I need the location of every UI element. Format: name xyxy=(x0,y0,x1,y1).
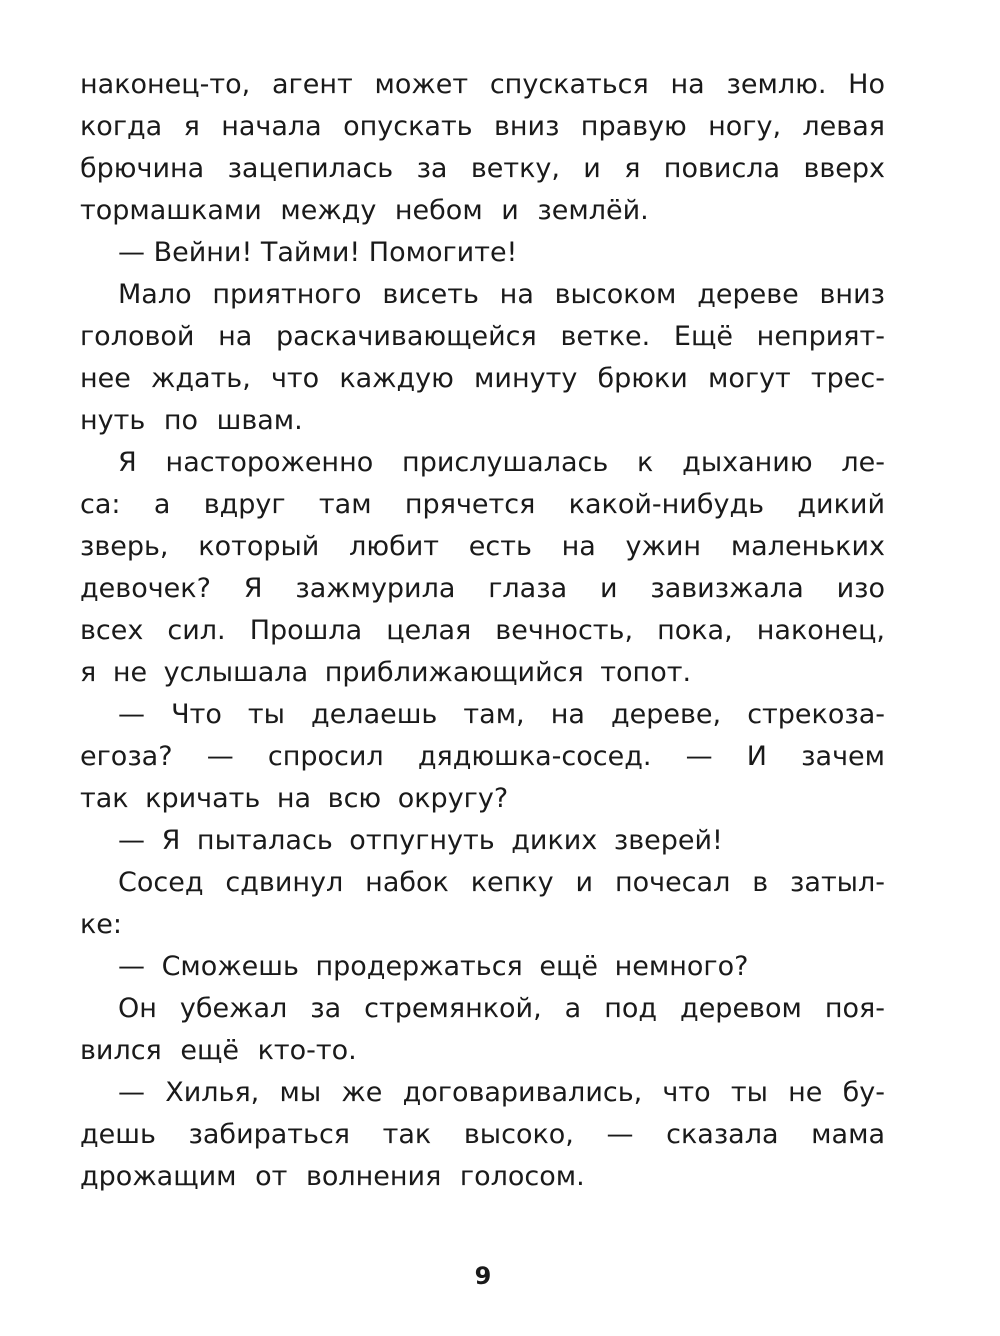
text-line: нуть по швам. xyxy=(80,405,303,436)
text-line: — Хилья, мы же договаривались, что ты не бу- xyxy=(118,1077,885,1108)
text-line: — Сможешь продержаться ещё немного? xyxy=(118,951,749,982)
text-line: са: а вдруг там прячется какой-нибудь дикий xyxy=(80,489,885,520)
text-line: егоза? — спросил дядюшка-сосед. — И зачем xyxy=(80,741,885,772)
text-line: дрожащим от волнения голосом. xyxy=(80,1161,585,1192)
text-line: Мало приятного висеть на высоком дереве вниз xyxy=(118,279,885,310)
text-line: так кричать на всю округу? xyxy=(80,783,509,814)
text-line: брючина зацепилась за ветку, и я повисла вверх xyxy=(80,153,885,184)
text-line: тормашками между небом и землёй. xyxy=(80,195,649,226)
text-line: всех сил. Прошла целая вечность, пока, наконец, xyxy=(80,615,885,646)
text-line: нее ждать, что каждую минуту брюки могут трес- xyxy=(80,363,885,394)
text-line: дешь забираться так высоко, — сказала мама xyxy=(80,1119,885,1150)
text-line: Он убежал за стремянкой, а под деревом поя- xyxy=(118,993,885,1024)
text-line: ке: xyxy=(80,909,123,940)
text-line: — Вейни! Тайми! Помогите! xyxy=(118,237,518,268)
text-line: когда я начала опускать вниз правую ногу, левая xyxy=(80,111,885,142)
text-line: зверь, который любит есть на ужин маленьких xyxy=(80,531,885,562)
text-line: девочек? Я зажмурила глаза и завизжала изо xyxy=(80,573,885,604)
text-line: я не услышала приближающийся топот. xyxy=(80,657,692,688)
text-line: — Я пыталась отпугнуть диких зверей! xyxy=(118,825,723,856)
text-line: Я настороженно прислушалась к дыханию ле- xyxy=(118,447,885,478)
page-body-text xyxy=(80,64,885,1198)
text-line: головой на раскачивающейся ветке. Ещё неприят- xyxy=(80,321,885,352)
text-line: наконец-то, агент может спускаться на землю. Но xyxy=(80,69,885,100)
text-line: Сосед сдвинул набок кепку и почесал в затыл- xyxy=(118,867,885,898)
page-number: 9 xyxy=(474,1262,492,1290)
text-line: вился ещё кто-то. xyxy=(80,1035,357,1066)
text-line: — Что ты делаешь там, на дереве, стрекоза- xyxy=(118,699,885,730)
